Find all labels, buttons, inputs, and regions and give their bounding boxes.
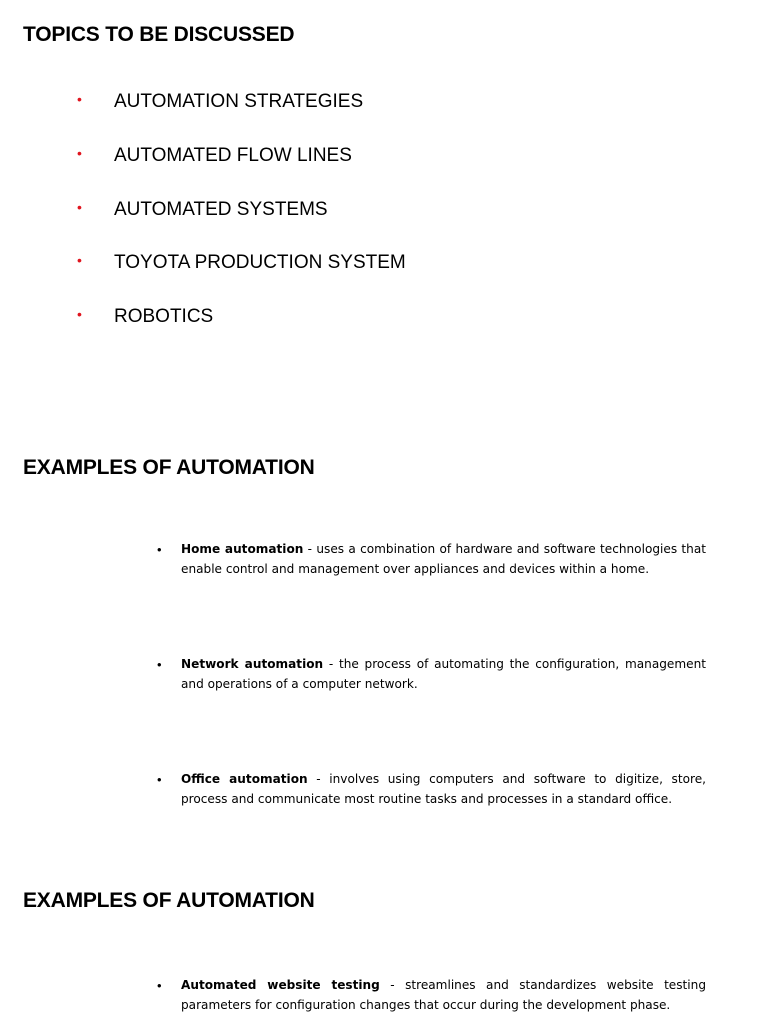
example-description: - involves using computers and software to digitize, store, process and communicate most routine tasks and processes in a standard office. (181, 772, 706, 806)
example-paragraph (181, 655, 706, 694)
topics-heading: TOPICS TO BE DISCUSSED (23, 23, 295, 46)
example-item (157, 976, 706, 1015)
topic-item (0, 306, 500, 330)
example-term: Home automation (181, 542, 304, 556)
red-bullet-icon: • (77, 91, 82, 107)
example-paragraph (181, 976, 706, 1015)
red-bullet-icon: • (77, 145, 82, 161)
red-bullet-icon: • (77, 199, 82, 215)
example-paragraph (181, 770, 706, 809)
topic-item (0, 145, 500, 169)
example-description: - the process of automating the configuration, management and operations of a computer network. (181, 657, 707, 691)
example-term: Office automation (181, 772, 308, 786)
topic-label: AUTOMATED FLOW LINES (114, 145, 352, 166)
examples-heading-continued: EXAMPLES OF AUTOMATION (23, 889, 315, 912)
example-term: Network automation (181, 657, 324, 671)
example-paragraph (181, 540, 706, 579)
bullet-icon: • (157, 978, 162, 993)
topic-item (0, 91, 500, 115)
example-description: - uses a combination of hardware and software technologies that enable control and management over appliances and devices within a home. (181, 542, 706, 576)
bullet-icon: • (157, 772, 162, 787)
examples-heading: EXAMPLES OF AUTOMATION (23, 456, 315, 479)
topic-item (0, 252, 500, 276)
red-bullet-icon: • (77, 306, 82, 322)
bullet-icon: • (157, 542, 162, 557)
topic-label: ROBOTICS (114, 306, 214, 327)
topic-label: AUTOMATED SYSTEMS (114, 199, 328, 220)
topic-label: TOYOTA PRODUCTION SYSTEM (114, 252, 406, 273)
red-bullet-icon: • (77, 252, 82, 268)
example-item (157, 655, 706, 694)
example-item (157, 540, 706, 579)
example-item (157, 770, 706, 809)
example-description: - streamlines and standardizes website testing parameters for configuration changes that occur during the development phase. (181, 978, 706, 1012)
topic-item (0, 199, 500, 223)
bullet-icon: • (157, 657, 162, 672)
example-term: Automated website testing (181, 978, 380, 992)
topic-label: AUTOMATION STRATEGIES (114, 91, 364, 112)
